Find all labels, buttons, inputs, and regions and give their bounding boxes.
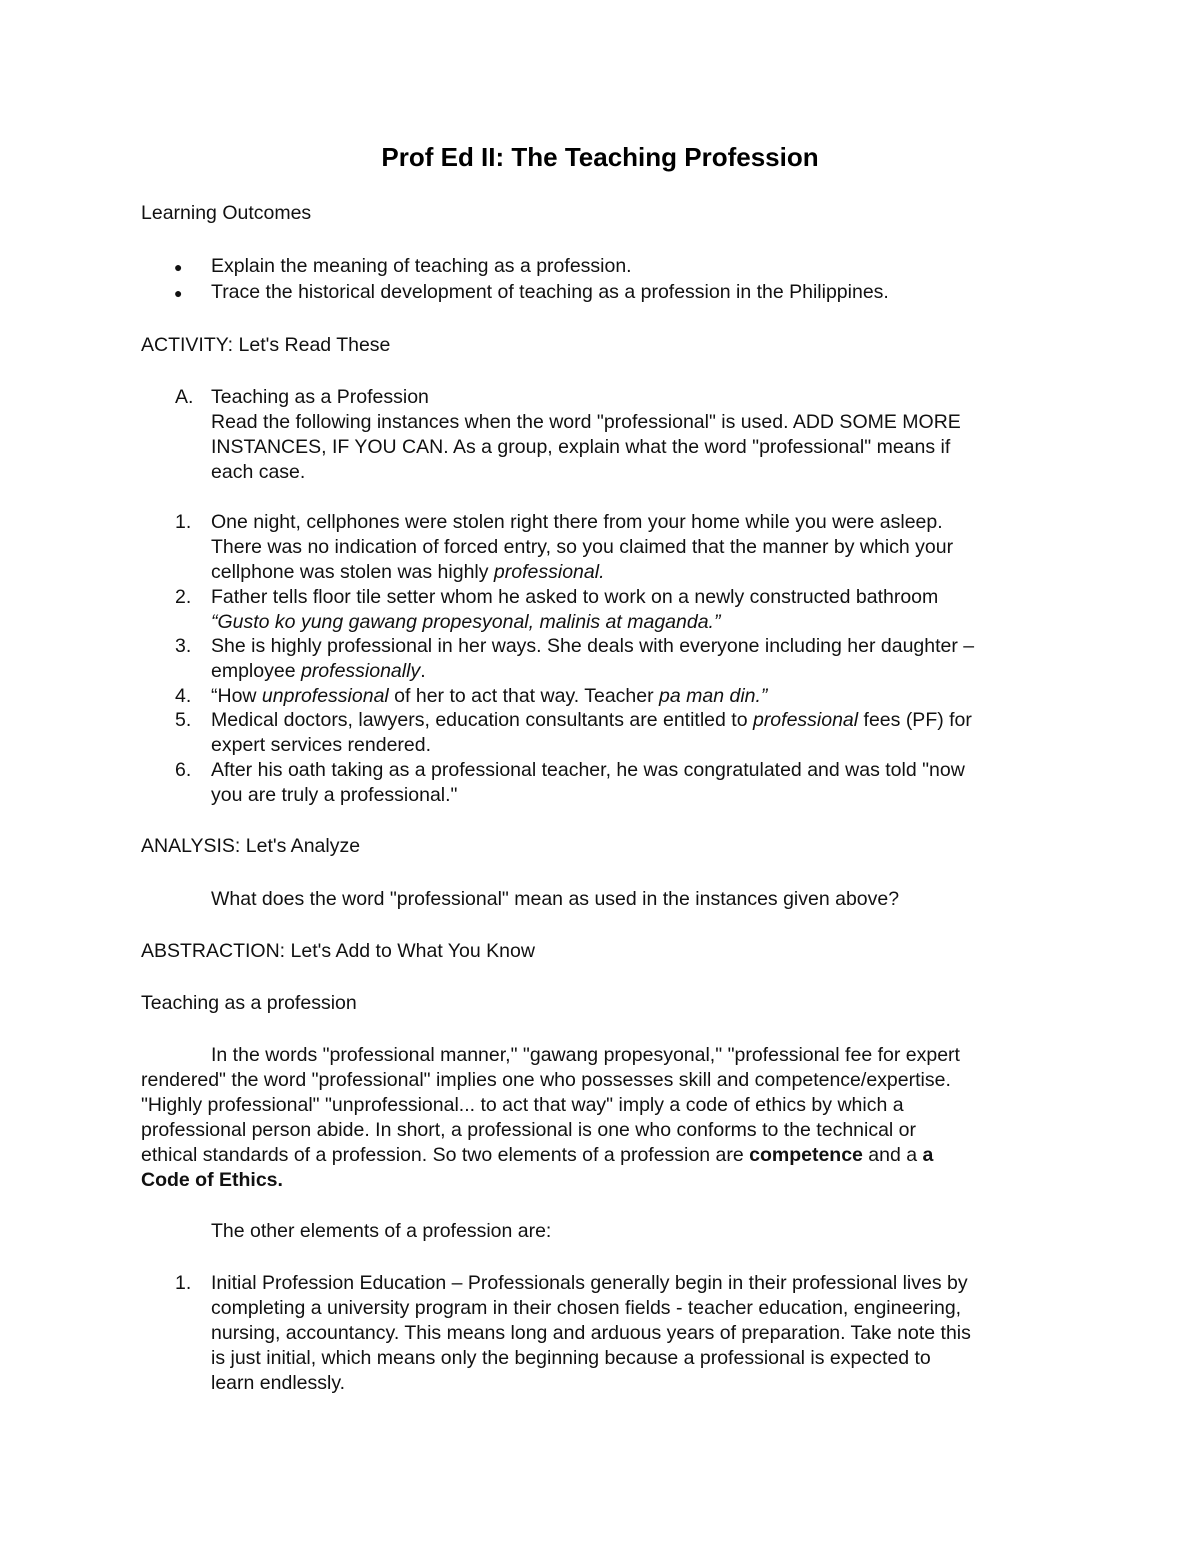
instance-line: expert services rendered.	[211, 734, 432, 756]
instance-line: There was no indication of forced entry, so you claimed that the manner by which your	[211, 536, 954, 558]
instance-line: She is highly professional in her ways. She deals with everyone including her daughter –	[211, 635, 975, 657]
analysis-question: What does the word "professional" mean as used in the instances given above?	[211, 888, 900, 910]
instance-line: cellphone was stolen was highly professional.	[211, 561, 605, 583]
element-line: Initial Profession Education – Professionals generally begin in their professional lives by	[211, 1272, 968, 1294]
instance-number: 1.	[175, 511, 192, 533]
instance-line: One night, cellphones were stolen right there from your home while you were asleep.	[211, 511, 943, 533]
other-elements-intro: The other elements of a profession are:	[211, 1220, 552, 1242]
bullet-icon: ●	[174, 285, 183, 301]
activity-heading: ACTIVITY: Let's Read These	[141, 334, 391, 356]
paragraph-line: ethical standards of a profession. So two elements of a profession are competence and a a	[141, 1144, 934, 1166]
activity-instructions	[211, 410, 961, 485]
instance-number: 3.	[175, 635, 192, 657]
instance-number: 2.	[175, 586, 192, 608]
analysis-heading: ANALYSIS: Let's Analyze	[141, 835, 361, 857]
instance-text	[211, 708, 972, 758]
instance-number: 4.	[175, 685, 192, 707]
outcome-item: Trace the historical development of teaching as a profession in the Philippines.	[211, 281, 889, 303]
paragraph-line: professional person abide. In short, a professional is one who conforms to the technical or	[141, 1119, 917, 1141]
element-line: nursing, accountancy. This means long and arduous years of preparation. Take note this	[211, 1322, 971, 1344]
bullet-icon: ●	[174, 259, 183, 275]
instance-line: “Gusto ko yung gawang propesyonal, malinis at maganda.”	[211, 611, 721, 633]
element-line: completing a university program in their chosen fields - teacher education, engineering,	[211, 1297, 962, 1319]
instance-number: 6.	[175, 759, 192, 781]
page-title: Prof Ed II: The Teaching Profession	[381, 142, 819, 172]
element-line: learn endlessly.	[211, 1372, 346, 1394]
instance-text	[211, 634, 974, 684]
instance-number: 5.	[175, 709, 192, 731]
instruction-line: Read the following instances when the word "professional" is used. ADD SOME MORE	[211, 411, 961, 433]
paragraph-line: In the words "professional manner," "gawang propesyonal," "professional fee for expert	[211, 1044, 960, 1066]
paragraph-line: "Highly professional" "unprofessional... to act that way" imply a code of ethics by which a	[141, 1094, 904, 1116]
instance-text	[211, 585, 938, 635]
element-line: is just initial, which means only the beginning because a professional is expected to	[211, 1347, 931, 1369]
instance-line: Father tells floor tile setter whom he asked to work on a newly constructed bathroom	[211, 586, 939, 608]
abstraction-heading: ABSTRACTION: Let's Add to What You Know	[141, 940, 535, 962]
learning-outcomes-heading: Learning Outcomes	[141, 202, 312, 224]
element-text	[211, 1271, 971, 1396]
paragraph-line: rendered" the word "professional" implies one who possesses skill and competence/expertise.	[141, 1069, 951, 1091]
instruction-line: INSTANCES, IF YOU CAN. As a group, explain what the word "professional" means if	[211, 436, 951, 458]
instance-text	[211, 758, 965, 808]
section-marker: A.	[175, 386, 194, 408]
section-title: Teaching as a Profession	[211, 386, 429, 408]
instance-line: After his oath taking as a professional teacher, he was congratulated and was told "now	[211, 759, 965, 781]
instance-line: you are truly a professional."	[211, 784, 458, 806]
instance-line: Medical doctors, lawyers, education consultants are entitled to professional fees (PF) for	[211, 709, 972, 731]
instance-text	[211, 684, 767, 709]
instance-line: “How unprofessional of her to act that way. Teacher pa man din.”	[211, 685, 768, 707]
abstraction-paragraph	[141, 1043, 960, 1193]
instance-text	[211, 510, 953, 585]
instruction-line: each case.	[211, 461, 306, 483]
abstraction-subheading: Teaching as a profession	[141, 992, 357, 1014]
element-number: 1.	[175, 1272, 192, 1294]
paragraph-line: Code of Ethics.	[141, 1169, 283, 1191]
instance-line: employee professionally.	[211, 660, 426, 682]
outcome-item: Explain the meaning of teaching as a profession.	[211, 255, 632, 277]
